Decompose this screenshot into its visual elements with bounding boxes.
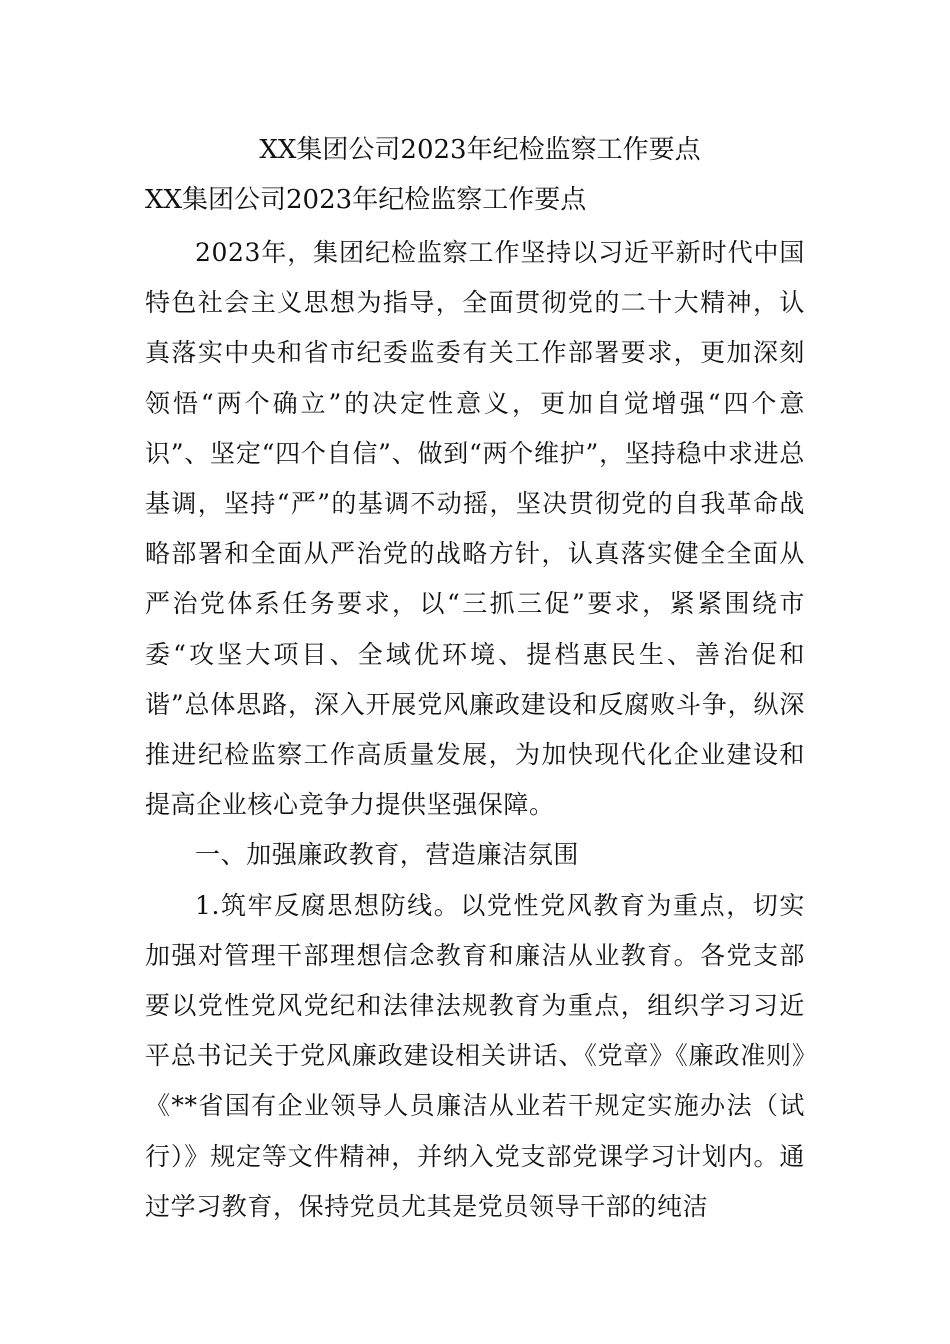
intro-paragraph: 2023年，集团纪检监察工作坚持以习近平新时代中国特色社会主义思想为指导，全面贯彻党的二十大精神，认真落实中央和省市纪委监委有关工作部署要求，更加深刻领悟“两个确立”的决定性意义，更加自觉增强“四个意识”、坚定“四个自信”、做到“两个维护”，坚持稳中求进总基调，坚持“严”的基调不动摇，坚决贯彻党的自我革命战略部署和全面从严治党的战略方针，认真落实健全全面从严治党体系任务要求，以“三抓三促”要求，紧紧围绕市委“攻坚大项目、全域优环境、提档惠民生、善治促和谐”总体思路，深入开展党风廉政建设和反腐败斗争，纵深推进纪检监察工作高质量发展，为加快现代化企业建设和提高企业核心竞争力提供坚强保障。 — [145, 238, 805, 820]
section-1-item-1: 1.筑牢反腐思想防线。以党性党风教育为重点，切实加强对管理干部理想信念教育和廉洁从业教育。各党支部要以党性党风党纪和法律法规教育为重点，组织学习习近平总书记关于党风廉政建设相关讲话、《党章》《廉政准则》《**省国有企业领导人员廉洁从业若干规定实施办法（试行）》规定等文件精神，并纳入党支部党课学习计划内。通过学习教育，保持党员尤其是党员领导干部的纯洁 — [145, 890, 805, 1221]
document-page — [145, 128, 805, 1232]
document-title: XX集团公司2023年纪检监察工作要点 — [259, 135, 701, 165]
document-subtitle: XX集团公司2023年纪检监察工作要点 — [145, 185, 587, 215]
section-heading-1: 一、加强廉政教育，营造廉洁氛围 — [195, 840, 580, 870]
